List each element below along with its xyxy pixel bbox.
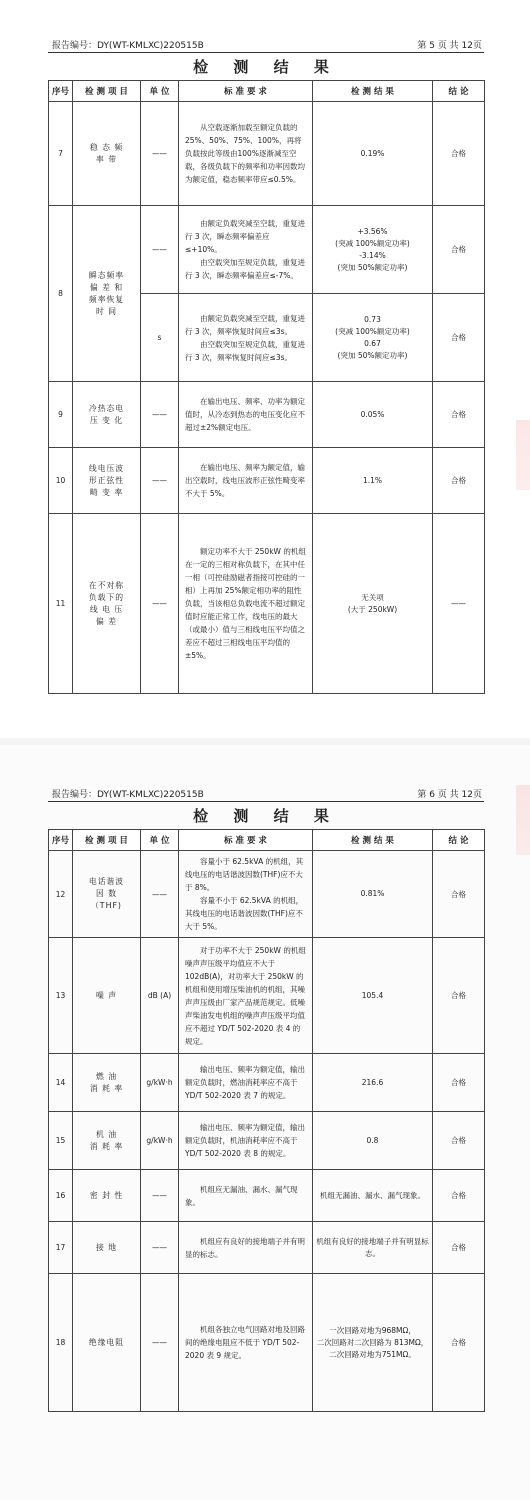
table-row xyxy=(49,514,485,694)
result-cell xyxy=(313,382,433,448)
cell-line: 1.1% xyxy=(362,475,383,485)
result-cell xyxy=(313,294,433,382)
cell-line: 二次回路对二次回路为 813MΩ， xyxy=(316,1337,429,1347)
cell-line: 一次回路对地为968MΩ， xyxy=(329,1325,416,1335)
cell-line: 机组有良好的接地端子并有明显标志。 xyxy=(316,1236,429,1258)
page-title: 检 测 结 果 xyxy=(193,58,339,76)
unit-cell: s xyxy=(141,294,179,382)
unit-cell: —— xyxy=(141,448,179,514)
test-item xyxy=(73,1170,141,1222)
column-header: 检 测 项 目 xyxy=(73,830,141,851)
cell-line: (突减 100%额定功率) xyxy=(335,326,410,336)
result-cell xyxy=(313,1054,433,1112)
table-row xyxy=(49,938,485,1054)
cell-line: 燃 油 xyxy=(95,1071,118,1081)
unit-cell: —— xyxy=(141,514,179,694)
cell-line: (突减 100%额定功率) xyxy=(335,238,410,248)
cell-line: 从空载逐渐加载至额定负载的25%、50%、75%、100%，再将负载按此等级由100%逐渐减至空载，各级负载下的频率和功率因数均为额定值，稳态频率带应≤0.5%。 xyxy=(185,123,305,184)
test-item xyxy=(73,938,141,1054)
requirement-cell xyxy=(179,102,313,206)
unit-cell: g/kW·h xyxy=(141,1054,179,1112)
conclusion-cell: 合格 xyxy=(433,1222,485,1274)
result-cell xyxy=(313,206,433,294)
conclusion-cell: 合格 xyxy=(433,1274,485,1412)
table-row xyxy=(49,1054,485,1112)
unit-cell: —— xyxy=(141,851,179,938)
cell-line: 216.6 xyxy=(361,1077,384,1087)
cell-line: 0.05% xyxy=(360,409,385,419)
page-number: 第 5 页 共 12页 xyxy=(417,41,482,51)
cell-line: 0.67 xyxy=(364,338,381,348)
column-header: 检 测 结 果 xyxy=(313,830,433,851)
cell-line: 消 耗 率 xyxy=(89,1083,124,1093)
cell-line: (大于 250kW) xyxy=(347,604,398,614)
requirement-cell xyxy=(179,938,313,1054)
requirement-cell xyxy=(179,1054,313,1112)
row-number: 18 xyxy=(49,1274,73,1412)
cell-line: 密 封 性 xyxy=(89,1190,124,1200)
requirement-cell xyxy=(179,1274,313,1412)
cell-line: 机组应无漏油、漏水、漏气现象。 xyxy=(185,1184,298,1207)
unit-cell: —— xyxy=(141,206,179,294)
conclusion-cell: 合格 xyxy=(433,294,485,382)
cell-line: 接 地 xyxy=(95,1242,118,1252)
cell-line: （THF) xyxy=(91,901,122,910)
test-item xyxy=(73,1222,141,1274)
test-item xyxy=(73,514,141,694)
cell-line: 机组各独立电气回路对地及回路间的绝缘电阻应不低于 YD/T 502-2020 表 9 规定。 xyxy=(185,1325,305,1360)
page-title: 检 测 结 果 xyxy=(193,807,339,825)
cell-line: 偏 差 和 xyxy=(89,282,124,292)
cell-line: 冷热态电 xyxy=(88,403,125,413)
cell-line: 绝缘电阻 xyxy=(88,1337,125,1347)
cell-line: (突加 50%额定功率) xyxy=(337,262,408,272)
row-number: 7 xyxy=(49,102,73,206)
unit-cell: —— xyxy=(141,1170,179,1222)
conclusion-cell: 合格 xyxy=(433,1112,485,1170)
results-table xyxy=(48,80,485,694)
seal-stamp-fragment xyxy=(516,785,530,855)
seal-stamp-fragment xyxy=(516,420,530,490)
column-header: 序号 xyxy=(49,830,73,851)
result-cell xyxy=(313,514,433,694)
conclusion-cell: 合格 xyxy=(433,448,485,514)
table-row xyxy=(49,448,485,514)
conclusion-cell: 合格 xyxy=(433,1054,485,1112)
row-number: 15 xyxy=(49,1112,73,1170)
cell-line: 因 数 xyxy=(95,889,118,898)
cell-line: 偏 差 xyxy=(95,616,118,626)
row-number: 11 xyxy=(49,514,73,694)
column-header: 结 论 xyxy=(433,830,485,851)
cell-line: 额定功率不大于 250kW 的机组在一定的三相对称负载下，在其中任一相（可控硅励磁者指接可控硅的一相）上再加 25%额定相功率的阻性负载，当该相总负载电流不超过额定值时应能正常工作，线电压的最大（或最小）值与三相线电压平均值之差应不超过三相线电压平均值的±5%。 xyxy=(185,547,306,660)
conclusion-cell: 合格 xyxy=(433,938,485,1054)
table-row xyxy=(49,1274,485,1412)
result-cell xyxy=(313,851,433,938)
cell-line: 容量小于 62.5kVA 的机组，其线电压的电话谐波因数(THF)应不大于 8%。 xyxy=(185,857,304,892)
requirement-cell xyxy=(179,294,313,382)
column-header: 检 测 结 果 xyxy=(313,81,433,102)
row-number: 13 xyxy=(49,938,73,1054)
conclusion-cell: 合格 xyxy=(433,206,485,294)
cell-line: 稳 态 频 xyxy=(89,142,124,152)
table-row xyxy=(49,851,485,938)
unit-cell: —— xyxy=(141,382,179,448)
cell-line: 输出电压、频率为额定值，输出额定负载时，机油消耗率应不高于 YD/T 502-2020 表 8 的规定。 xyxy=(185,1123,305,1158)
table-row xyxy=(49,382,485,448)
row-number: 16 xyxy=(49,1170,73,1222)
cell-line: +3.56% xyxy=(357,226,388,236)
cell-line: 负载下的 xyxy=(88,592,125,602)
row-number: 17 xyxy=(49,1222,73,1274)
table-row xyxy=(49,1112,485,1170)
cell-line: 瞬态频率 xyxy=(88,270,125,280)
cell-line: -3.14% xyxy=(359,250,386,260)
test-item xyxy=(73,382,141,448)
table-header-row xyxy=(49,830,485,851)
page-number: 第 6 页 共 12页 xyxy=(417,790,482,800)
cell-line: 0.73 xyxy=(364,314,381,324)
requirement-cell xyxy=(179,1112,313,1170)
unit-cell: —— xyxy=(141,1222,179,1274)
row-number: 14 xyxy=(49,1054,73,1112)
cell-line: 0.19% xyxy=(360,148,385,158)
cell-line: 消 耗 率 xyxy=(89,1141,124,1151)
result-cell xyxy=(313,1222,433,1274)
requirement-cell xyxy=(179,382,313,448)
conclusion-cell: 合格 xyxy=(433,851,485,938)
report-number: 报告编号：DY(WT-KMLXC)220515B xyxy=(52,790,204,800)
conclusion-cell: 合格 xyxy=(433,1170,485,1222)
cell-line: 电话谐波 xyxy=(88,877,125,886)
cell-line: 频率恢复 xyxy=(88,294,125,304)
cell-line: 由空载突加至规定负载，重复进行 3 次，瞬态频率偏差应≤-7%。 xyxy=(185,258,305,280)
cell-line: 压 变 化 xyxy=(89,415,124,425)
report-page-6 xyxy=(0,745,530,1500)
column-header: 结 论 xyxy=(433,81,485,102)
cell-line: 机 油 xyxy=(95,1129,118,1139)
unit-cell: —— xyxy=(141,1274,179,1412)
test-item xyxy=(73,206,141,382)
requirement-cell xyxy=(179,448,313,514)
cell-line: 畸 变 率 xyxy=(89,487,124,497)
cell-line: 形正弦性 xyxy=(88,475,125,485)
cell-line: 由空载突加至规定负载，重复进行 3 次，频率恢复时间应≤3s。 xyxy=(185,339,305,362)
cell-line: 无关项 xyxy=(361,592,384,602)
requirement-cell xyxy=(179,1222,313,1274)
table-row xyxy=(49,1222,485,1274)
cell-line: (突加 50%额定功率) xyxy=(337,350,408,360)
table-header-row xyxy=(49,81,485,102)
cell-line: 线 电 压 xyxy=(89,604,124,614)
requirement-cell xyxy=(179,1170,313,1222)
cell-line: 输出电压、频率为额定值，输出额定负载时，燃油消耗率应不高于 YD/T 502-2020 表 7 的规定。 xyxy=(185,1065,305,1100)
cell-line: 由额定负载突减至空载，重复进行 3 次，频率恢复时间应≤3s。 xyxy=(185,313,305,336)
cell-line: 线电压波 xyxy=(88,463,125,473)
row-number: 9 xyxy=(49,382,73,448)
result-cell xyxy=(313,1170,433,1222)
conclusion-cell: 合格 xyxy=(433,382,485,448)
cell-line: 0.8 xyxy=(366,1135,379,1145)
test-item xyxy=(73,1112,141,1170)
test-item xyxy=(73,1054,141,1112)
cell-line: 噪 声 xyxy=(95,990,118,1000)
cell-line: 在输出电压、频率、功率为额定值时，从冷态到热态的电压变化应不超过±2%额定电压。 xyxy=(185,397,305,432)
unit-cell: g/kW·h xyxy=(141,1112,179,1170)
requirement-cell xyxy=(179,514,313,694)
result-cell xyxy=(313,1274,433,1412)
column-header: 检 测 项 目 xyxy=(73,81,141,102)
cell-line: 在输出电压、频率为额定值，输出空载时，线电压波形正弦性畸变率不大于 5%。 xyxy=(185,463,305,498)
row-number: 8 xyxy=(49,206,73,382)
cell-line: 由额定负载突减至空载，重复进行 3 次，瞬态频率偏差应≤+10%。 xyxy=(185,219,305,254)
column-header: 序号 xyxy=(49,81,73,102)
header-rule xyxy=(48,801,484,802)
cell-line: 在不对称 xyxy=(88,580,125,590)
cell-line: 机组应有良好的接地端子并有明显的标志。 xyxy=(185,1236,305,1259)
cell-line: 105.4 xyxy=(361,990,384,1000)
column-header: 标 准 要 求 xyxy=(179,81,313,102)
requirement-cell xyxy=(179,206,313,294)
test-item xyxy=(73,102,141,206)
report-page-5 xyxy=(0,0,530,745)
unit-cell: —— xyxy=(141,102,179,206)
table-row xyxy=(49,206,485,294)
column-header: 单 位 xyxy=(141,830,179,851)
header-rule xyxy=(48,52,484,53)
result-cell xyxy=(313,938,433,1054)
table-row xyxy=(49,1170,485,1222)
test-item xyxy=(73,448,141,514)
result-cell xyxy=(313,448,433,514)
test-item xyxy=(73,1274,141,1412)
table-row xyxy=(49,102,485,206)
cell-line: 二次回路对地为751MΩ。 xyxy=(329,1349,416,1359)
conclusion-cell: 合格 xyxy=(433,102,485,206)
result-cell xyxy=(313,102,433,206)
requirement-cell xyxy=(179,851,313,938)
cell-line: 容量不小于 62.5kVA 的机组，其线电压的电话谐波因数(THF)应不大于 5%。 xyxy=(185,896,304,931)
conclusion-cell: —— xyxy=(433,514,485,694)
cell-line: 率 带 xyxy=(95,154,118,164)
results-table xyxy=(48,829,485,1412)
cell-line: 对于功率不大于 250kW 的机组噪声声压级平均值应不大于102dB(A)，对功率大于 250kW 的机组和使用增压柴油机的机组，其噪声声压级由厂家产品规范规定。低噪声柴油发电机组的噪声声压级平均值应不超过 YD/T 502-2020 表 4 的规定。 xyxy=(185,945,306,1046)
cell-line: 机组无漏油、漏水、漏气现象。 xyxy=(320,1190,425,1200)
unit-cell: dB (A) xyxy=(141,938,179,1054)
column-header: 单 位 xyxy=(141,81,179,102)
cell-line: 0.81% xyxy=(360,889,385,898)
test-item xyxy=(73,851,141,938)
row-number: 12 xyxy=(49,851,73,938)
cell-line: 时 间 xyxy=(95,306,118,316)
row-number: 10 xyxy=(49,448,73,514)
result-cell xyxy=(313,1112,433,1170)
column-header: 标 准 要 求 xyxy=(179,830,313,851)
report-number: 报告编号：DY(WT-KMLXC)220515B xyxy=(52,41,204,51)
